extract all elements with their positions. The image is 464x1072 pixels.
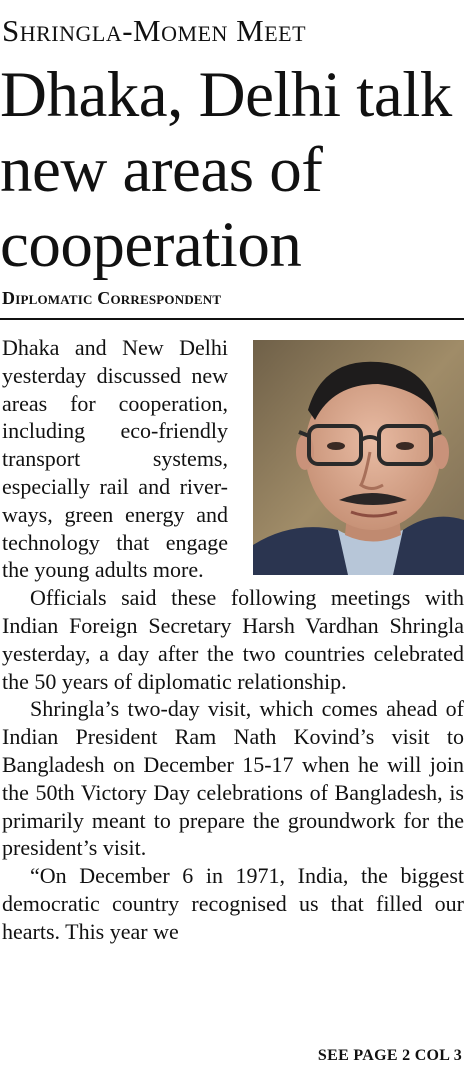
photo-float-space [228, 334, 464, 580]
byline-divider [0, 318, 464, 320]
article-headline: Dhaka, Delhi talk new areas of cooperation [0, 59, 452, 281]
continued-reference: SEE PAGE 2 COL 3 [317, 1047, 462, 1064]
article-paragraph-4: “On December 6 in 1971, India, the biggest democratic country recognised us that filled our hearts. This year we [2, 863, 464, 944]
article-paragraph-3: Shringla’s two-day visit, which comes ahead of Indian President Ram Nath Kovind’s visit to Bangladesh on December 15-17 when he will join the 50th Victory Day celebrations of Bangladesh, is primarily meant to prepare the groundwork for the president’s visit. [2, 696, 464, 861]
article-kicker: Shringla-Momen Meet [2, 13, 307, 48]
article-body [2, 334, 464, 946]
article-paragraph-1: Dhaka and New Delhi yesterday discussed new areas for cooperation, including eco-friendly transport systems, especially rail and river-ways, green energy and technology that engage the young adults more. [2, 335, 228, 583]
article-paragraph-2: Officials said these following meetings with Indian Foreign Secretary Harsh Vardhan Shringla yesterday, a day after the two countries celebrated the 50 years of diplomatic relationship. [2, 585, 464, 694]
article-byline: Diplomatic Correspondent [2, 288, 222, 308]
